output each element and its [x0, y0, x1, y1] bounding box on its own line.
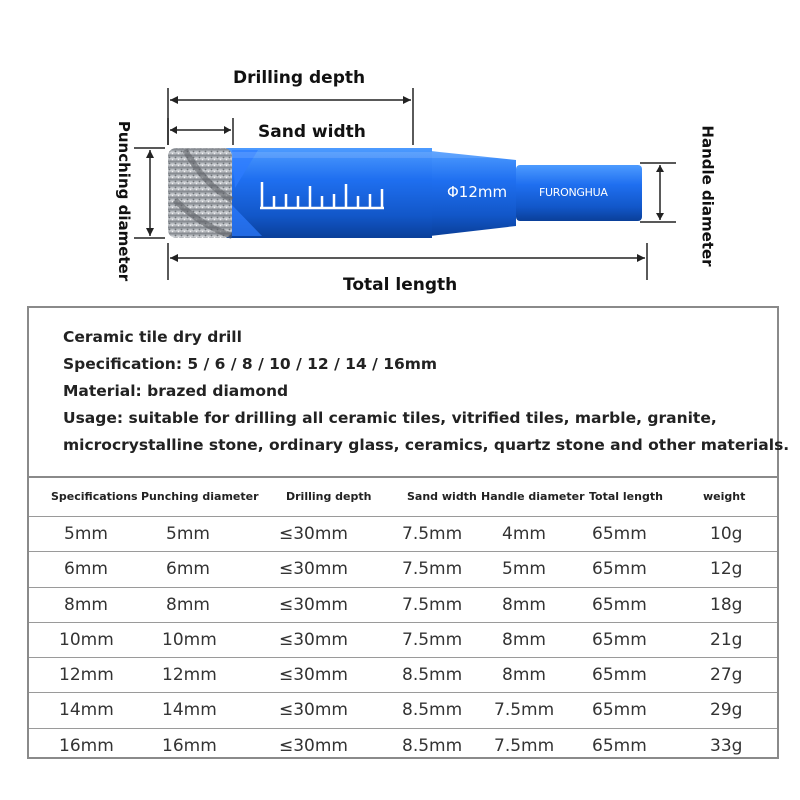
cell-weight: 10g — [710, 524, 743, 544]
cell-sand-width: 7.5mm — [402, 524, 463, 544]
cell-drilling-depth: ≤30mm — [279, 629, 348, 650]
cell-specification: 6mm — [64, 559, 108, 580]
cell-drilling-depth: ≤30mm — [279, 594, 348, 615]
cell-handle-diameter: 7.5mm — [494, 700, 555, 721]
table-row — [29, 728, 777, 763]
cell-sand-width: 8.5mm — [402, 700, 463, 721]
cell-drilling-depth: ≤30mm — [279, 735, 348, 756]
cell-handle-diameter: 8mm — [502, 629, 546, 650]
product-usage-line-1: Usage: suitable for drilling all ceramic tiles, vitrified tiles, marble, granite, — [63, 409, 717, 427]
cell-handle-diameter: 8mm — [502, 594, 546, 615]
cell-weight: 18g — [710, 594, 743, 615]
cell-sand-width: 7.5mm — [402, 629, 463, 650]
cell-sand-width: 7.5mm — [402, 594, 463, 615]
column-header-handle-diameter: Handle diameter — [481, 490, 585, 503]
cell-weight: 33g — [710, 735, 743, 756]
cell-handle-diameter: 8mm — [502, 665, 546, 686]
table-header-row — [29, 478, 777, 516]
column-header-total-length: Total length — [589, 490, 663, 503]
column-header-specifications: Specifications — [51, 490, 138, 503]
product-info-panel — [27, 306, 790, 759]
cell-punching-diameter: 12mm — [162, 665, 217, 686]
cell-total-length: 65mm — [592, 594, 647, 615]
cell-weight: 27g — [710, 665, 743, 686]
total-length-label: Total length — [343, 275, 458, 295]
cell-handle-diameter: 7.5mm — [494, 735, 555, 756]
cell-sand-width: 8.5mm — [402, 735, 463, 756]
handle-diameter-label: Handle diameter — [698, 125, 717, 267]
cell-total-length: 65mm — [592, 735, 647, 756]
cell-punching-diameter: 10mm — [162, 629, 217, 650]
cell-drilling-depth: ≤30mm — [279, 524, 348, 544]
product-usage-line-2: microcrystalline stone, ordinary glass, ceramics, quartz stone and other materials. — [63, 436, 790, 454]
sand-width-label: Sand width — [258, 122, 366, 142]
cell-weight: 21g — [710, 629, 743, 650]
sand-width-dimension — [168, 118, 233, 145]
table-row — [29, 587, 777, 622]
product-name: Ceramic tile dry drill — [63, 328, 242, 346]
cell-total-length: 65mm — [592, 559, 647, 580]
punching-diameter-label: Punching diameter — [115, 120, 134, 282]
cell-total-length: 65mm — [592, 629, 647, 650]
bit-size-marking: Φ12mm — [447, 183, 508, 201]
cell-punching-diameter: 8mm — [166, 594, 210, 615]
cell-total-length: 65mm — [592, 700, 647, 721]
table-row — [29, 551, 777, 586]
column-header-drilling-depth: Drilling depth — [286, 490, 372, 503]
cell-punching-diameter: 16mm — [162, 735, 217, 756]
cell-specification: 12mm — [59, 665, 114, 686]
cell-specification: 10mm — [59, 629, 114, 650]
table-row — [29, 622, 777, 657]
table-row — [29, 516, 777, 551]
cell-specification: 14mm — [59, 700, 114, 721]
drill-bit-diagram — [0, 0, 800, 300]
cell-punching-diameter: 14mm — [162, 700, 217, 721]
cell-handle-diameter: 4mm — [502, 524, 546, 544]
table-row — [29, 692, 777, 727]
cell-sand-width: 8.5mm — [402, 665, 463, 686]
drilling-depth-label: Drilling depth — [233, 68, 366, 88]
product-specification: Specification: 5 / 6 / 8 / 10 / 12 / 14 / 16mm — [63, 355, 438, 373]
product-description — [63, 324, 789, 459]
cell-weight: 12g — [710, 559, 743, 580]
punching-diameter-dimension — [134, 148, 165, 238]
cell-sand-width: 7.5mm — [402, 559, 463, 580]
cell-drilling-depth: ≤30mm — [279, 559, 348, 580]
cell-punching-diameter: 6mm — [166, 559, 210, 580]
specification-table — [29, 478, 777, 763]
column-header-sand-width: Sand width — [407, 490, 477, 503]
cell-weight: 29g — [710, 700, 743, 721]
cell-specification: 8mm — [64, 594, 108, 615]
product-material: Material: brazed diamond — [63, 382, 289, 400]
column-header-weight: weight — [703, 490, 746, 503]
cell-handle-diameter: 5mm — [502, 559, 546, 580]
cell-specification: 16mm — [59, 735, 114, 756]
table-row — [29, 657, 777, 692]
cell-drilling-depth: ≤30mm — [279, 665, 348, 686]
cell-total-length: 65mm — [592, 524, 647, 544]
bit-brand-marking: FURONGHUA — [539, 186, 608, 199]
cell-specification: 5mm — [64, 524, 108, 544]
cell-punching-diameter: 5mm — [166, 524, 210, 544]
handle-diameter-dimension — [640, 163, 676, 222]
cell-drilling-depth: ≤30mm — [279, 700, 348, 721]
cell-total-length: 65mm — [592, 665, 647, 686]
column-header-punching-diameter: Punching diameter — [141, 490, 259, 503]
